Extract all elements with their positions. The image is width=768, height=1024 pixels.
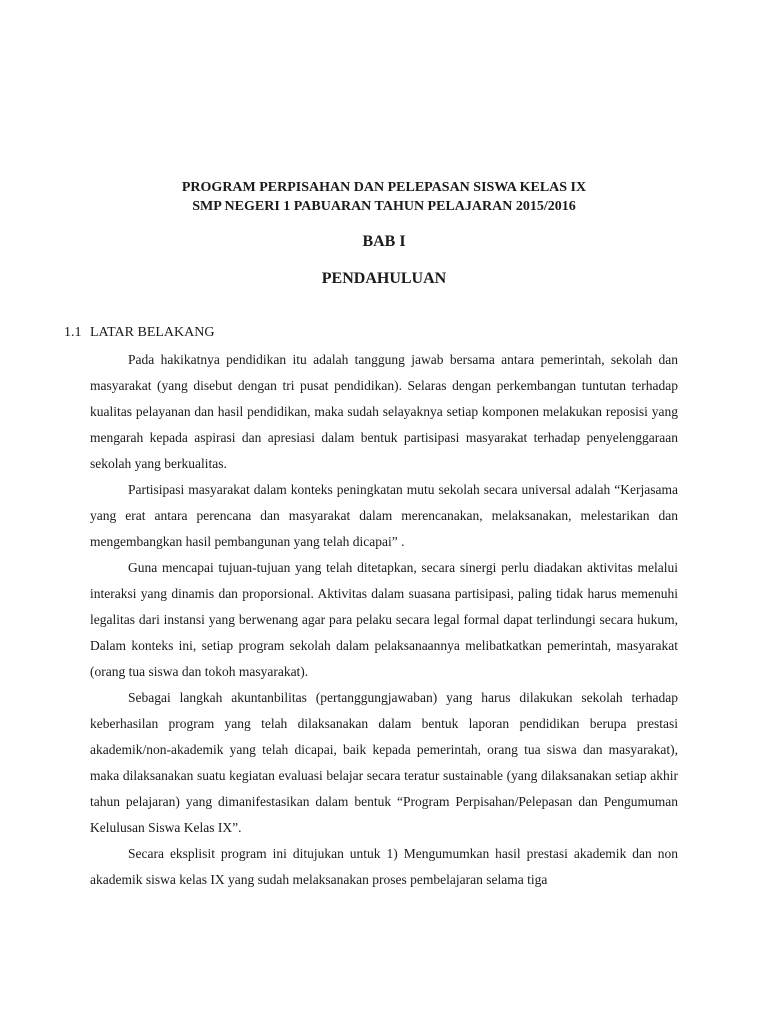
document-title-line-2: [0, 197, 768, 216]
section-heading: [64, 324, 214, 342]
chapter-title: PENDAHULUAN: [321, 270, 447, 287]
body-text: [90, 347, 678, 893]
paragraph: Partisipasi masyarakat dalam konteks peningkatan mutu sekolah secara universal adalah “Kerjasama yang erat antara perencana dan masyarakat dalam merencanakan, melaksanakan, melestarikan dan mengembangkan hasil pembangunan yang telah dicapai” .: [90, 482, 678, 549]
title-text-2: SMP NEGERI 1 PABUARAN TAHUN PELAJARAN 2015/2016: [192, 199, 576, 214]
paragraph: Sebagai langkah akuntanbilitas (pertanggungjawaban) yang harus dilakukan sekolah terhadap keberhasilan program yang telah dilaksanakan dalam bentuk laporan pendidikan berupa prestasi akademik/non-akademik yang telah dicapai, baik kepada pemerintah, orang tua siswa dan masyarakat), maka dilaksanakan suatu kegiatan evaluasi belajar secara teratur sustainable (yang dilaksanakan setiap akhir tahun pelajaran) yang dimanifestasikan dalam bentuk “Program Perpisahan/Pelepasan dan Pengumuman Kelulusan Siswa Kelas IX”.: [90, 690, 678, 835]
chapter-number: BAB I: [362, 233, 406, 250]
paragraph: Pada hakikatnya pendidikan itu adalah tanggung jawab bersama antara pemerintah, sekolah dan masyarakat (yang disebut dengan tri pusat pendidikan). Selaras dengan perkembangan tuntutan terhadap kualitas pelayanan dan hasil pendidikan, maka sudah selayaknya setiap komponen melakukan reposisi yang mengarah kepada aspirasi dan apresiasi dalam bentuk partisipasi masyarakat terhadap penyelenggaraan sekolah yang berkualitas.: [90, 352, 678, 471]
title-text-1: PROGRAM PERPISAHAN DAN PELEPASAN SISWA KELAS IX: [181, 180, 587, 195]
paragraph: Secara eksplisit program ini ditujukan untuk 1) Mengumumkan hasil prestasi akademik dan non akademik siswa kelas IX yang sudah melaksanakan proses pembelajaran selama tiga: [90, 846, 678, 887]
paragraph: Guna mencapai tujuan-tujuan yang telah ditetapkan, secara sinergi perlu diadakan aktivitas melalui interaksi yang dinamis dan proporsional. Aktivitas dalam suasana partisipasi, paling tidak harus memenuhi legalitas dari instansi yang berwenang agar para pelaku secara legal formal dapat terlindungi secara hukum, Dalam konteks ini, setiap program sekolah dalam pelaksanaannya melibatkatkan pemerintah, masyarakat (orang tua siswa dan tokoh masyarakat).: [90, 560, 678, 679]
section-title: LATAR BELAKANG: [90, 325, 215, 340]
section-number: 1.1: [64, 325, 82, 340]
document-title-line-1: [0, 178, 768, 197]
